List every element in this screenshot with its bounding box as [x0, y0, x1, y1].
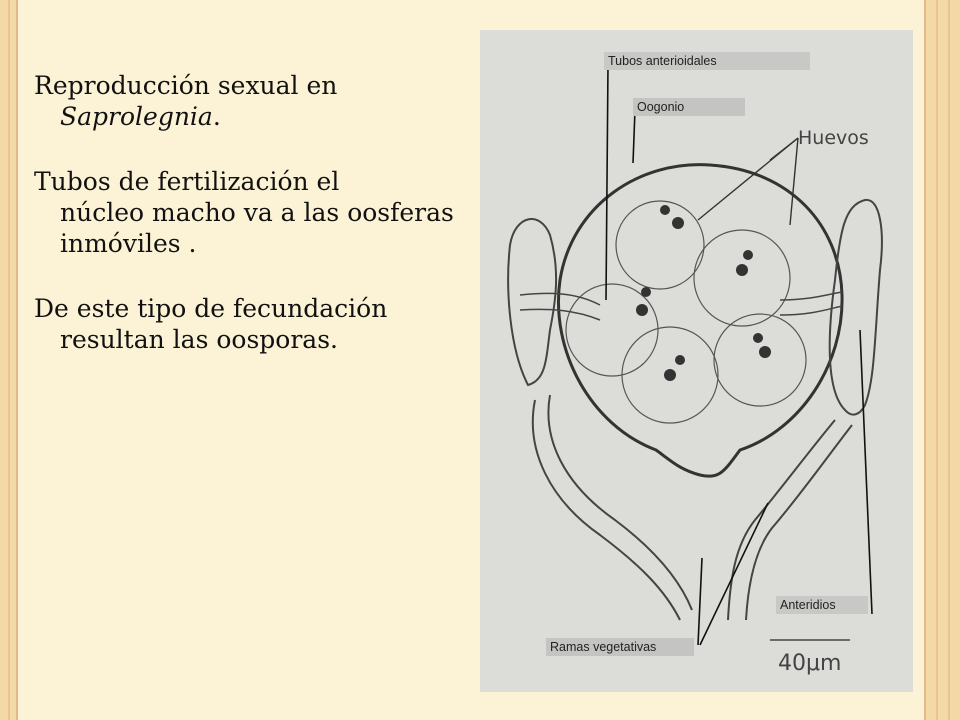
paragraph-1 — [34, 70, 454, 132]
diagram-drawing — [480, 30, 913, 692]
paragraph-1-line-2 — [34, 101, 454, 132]
pointer-ramas-1 — [698, 558, 702, 645]
nucleus — [743, 250, 753, 260]
nucleus — [636, 304, 648, 316]
vegetative-branch-right-inner — [746, 425, 852, 620]
huevos-arrow — [790, 138, 798, 225]
paragraph-3-rest: resultan las oosporas. — [60, 325, 338, 354]
nucleus — [753, 333, 763, 343]
vegetative-branch-left-inner — [548, 395, 692, 610]
label-tubos-anterioidales: Tubos anterioidales — [604, 52, 810, 70]
paragraph-2-rest: núcleo macho va a las oosferas inmóviles . — [60, 198, 454, 258]
huevos-arrow — [698, 138, 798, 220]
label-oogonio: Oogonio — [633, 98, 745, 116]
paragraph-1-line-1: Reproducción sexual en — [34, 71, 338, 100]
right-decorative-border — [924, 0, 960, 720]
vegetative-branch-left — [533, 400, 680, 620]
saprolegnia-diagram — [480, 30, 913, 692]
nucleus — [672, 217, 684, 229]
nucleus — [675, 355, 685, 365]
left-decorative-border — [0, 0, 18, 720]
pointer-oogonio — [633, 110, 635, 163]
pointer-anteridios — [860, 330, 872, 614]
nucleus — [641, 287, 651, 297]
paragraph-3-line-1: De este tipo de fecundación — [34, 294, 388, 323]
period: . — [212, 102, 221, 131]
pointer-tubos — [606, 64, 608, 300]
genus-name: Saprolegnia — [60, 102, 213, 131]
paragraph-2 — [34, 166, 454, 259]
paragraph-2-line-1: Tubos de fertilización el — [34, 167, 340, 196]
slide-text — [34, 70, 454, 389]
label-anteridios: Anteridios — [776, 596, 868, 614]
nucleus — [664, 369, 676, 381]
paragraph-3 — [34, 293, 454, 355]
nucleus — [660, 205, 670, 215]
egg-1 — [616, 201, 704, 289]
antheridium-left — [508, 219, 556, 385]
oogonium-wall — [558, 165, 842, 477]
egg-2 — [694, 230, 790, 326]
scale-label: 40μm — [778, 651, 842, 676]
pointer-ramas-2 — [700, 503, 768, 645]
label-ramas-vegetativas: Ramas vegetativas — [546, 638, 694, 656]
nucleus — [736, 264, 748, 276]
nucleus — [759, 346, 771, 358]
huevos-label: Huevos — [798, 127, 869, 149]
egg-5 — [714, 314, 806, 406]
